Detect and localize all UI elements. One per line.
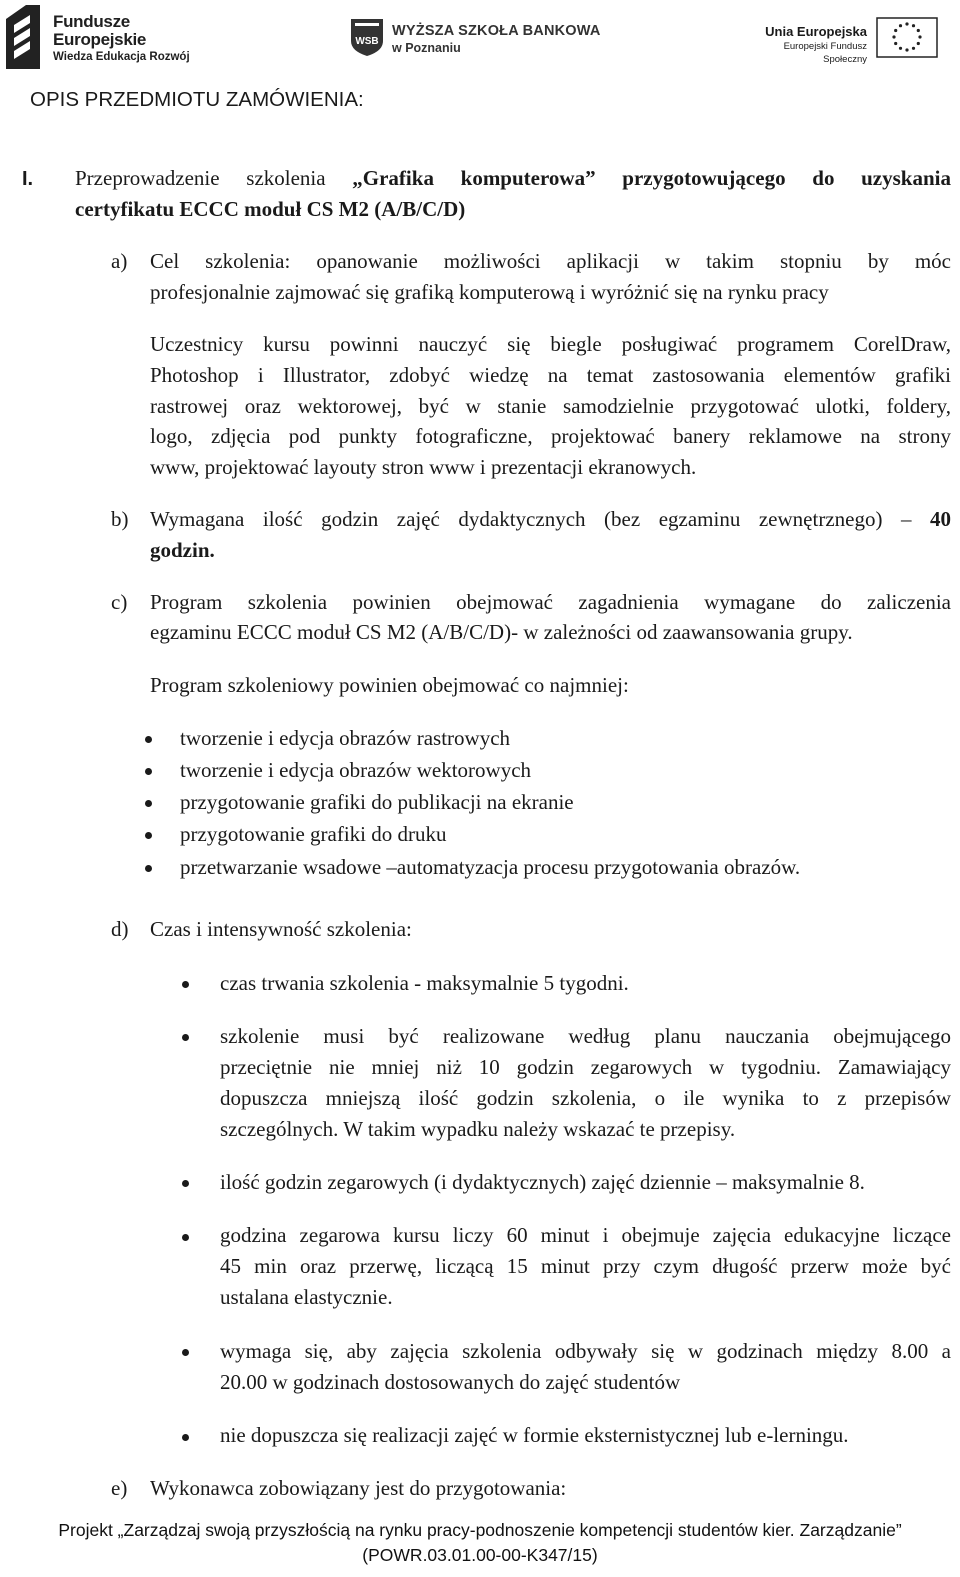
item-b-line2: godzin. <box>150 538 215 562</box>
item-a-para-line1: Uczestnicy kursu powinni nauczyć się biegle posługiwać programem CorelDraw, <box>150 332 951 356</box>
time-bullet-6: nie dopuszcza się realizacji zajęć w formie eksternistycznej lub e-lerningu. <box>220 1423 849 1447</box>
bullet-icon <box>182 1234 189 1241</box>
footer-project-code: (POWR.03.01.00-00-K347/15) <box>362 1545 598 1565</box>
time-bullet-2-line4: szczególnych. W takim wypadku należy wskazać te przepisy. <box>220 1117 736 1141</box>
bullet-icon <box>145 865 152 872</box>
fe-logo-line3: Wiedza Edukacja Rozwój <box>53 51 190 63</box>
item-a-line2: profesjonalnie zajmować się grafiką komputerową i wyróżnić się na rynku pracy <box>150 280 829 304</box>
program-bullet-2: tworzenie i edycja obrazów wektorowych <box>180 758 532 782</box>
item-b-marker: b) <box>111 507 129 531</box>
wsb-badge-text: WSB <box>355 36 379 47</box>
item-b-line1 <box>150 504 951 535</box>
time-bullet-1: czas trwania szkolenia - maksymalnie 5 tygodni. <box>220 971 629 995</box>
item-a-line1: Cel szkolenia: opanowanie możliwości aplikacji w takim stopniu by móc <box>150 249 951 273</box>
bullet-icon <box>145 832 152 839</box>
item-a-para-line4: logo, zdjęcia pod punkty fotograficzne, projektować banery reklamowe na strony <box>150 424 951 448</box>
item-a-para-line5: www, projektować layouty stron www i prezentacji ekranowych. <box>150 455 697 479</box>
program-bullet-4: przygotowanie grafiki do druku <box>180 822 447 846</box>
item-e-title: Wykonawca zobowiązany jest do przygotowania: <box>150 1476 567 1500</box>
time-bullet-4-line1: godzina zegarowa kursu liczy 60 minut i obejmuje zajęcia edukacyjne liczące <box>220 1223 951 1247</box>
item-d-title: Czas i intensywność szkolenia: <box>150 917 412 941</box>
bullet-icon <box>145 736 152 743</box>
program-bullet-5: przetwarzanie wsadowe –automatyzacja procesu przygotowania obrazów. <box>180 855 801 879</box>
time-bullet-5-line2: 20.00 w godzinach dostosowanych do zajęć studentów <box>220 1370 681 1394</box>
footer-project-line: Projekt „Zarządzaj swoją przyszłością na rynku pracy-podnoszenie kompetencji studentów kier. Zarządzanie” <box>58 1520 902 1540</box>
eu-flag-icon <box>876 17 938 58</box>
time-bullet-5-line1: wymaga się, aby zajęcia szkolenia odbywały się w godzinach między 8.00 a <box>220 1339 951 1363</box>
item-a-marker: a) <box>111 249 128 273</box>
section-title-prefix: Przeprowadzenie szkolenia <box>75 166 353 190</box>
document-title: OPIS PRZEDMIOTU ZAMÓWIENIA: <box>30 88 364 111</box>
item-b-text: Wymagana ilość godzin zajęć dydaktycznych (bez egzaminu zewnętrznego) – <box>150 507 912 531</box>
time-bullet-2-line2: przeciętnie nie mniej niż 10 godzin zegarowych w tygodniu. Zamawiający <box>220 1055 951 1079</box>
time-bullet-2-line1: szkolenie musi być realizowane według planu nauczania obejmującego <box>220 1024 951 1048</box>
eu-logo-line2: Europejski Fundusz Społeczny <box>783 41 867 65</box>
bullet-icon <box>182 1434 189 1441</box>
item-e-marker: e) <box>111 1476 128 1500</box>
item-b-hours: 40 <box>930 507 952 531</box>
item-a-para-line3: rastrowej oraz wektorowej, być w stanie samodzielnie przygotować ulotki, foldery, <box>150 394 951 418</box>
time-bullet-3: ilość godzin zegarowych (i dydaktycznych) zajęć dziennie – maksymalnie 8. <box>220 1170 865 1194</box>
wsb-logo-line2: w Poznaniu <box>392 41 461 55</box>
time-bullet-2-line3: dopuszcza mniejszą ilość godzin szkolenia, o ile wynika to z przepisów <box>220 1086 951 1110</box>
wsb-shield-icon <box>349 17 385 57</box>
item-a-para-line2: Photoshop i Illustrator, zdobyć wiedzę na temat zastosowania elementów grafiki <box>150 363 951 387</box>
bullet-icon <box>182 1180 189 1187</box>
section-number: I. <box>22 168 34 190</box>
bullet-icon <box>145 768 152 775</box>
item-d-marker: d) <box>111 917 129 941</box>
fe-logo-line1: Fundusze <box>53 12 130 31</box>
time-bullet-4-line3: ustalana elastycznie. <box>220 1285 393 1309</box>
item-c-line1: Program szkolenia powinien obejmować zagadnienia wymagane do zaliczenia <box>150 590 951 614</box>
fundusze-europejskie-logo-icon <box>6 5 40 69</box>
program-intro: Program szkoleniowy powinien obejmować co najmniej: <box>150 673 629 697</box>
section-title-line1 <box>75 163 951 194</box>
bullet-icon <box>182 981 189 988</box>
fundusze-europejskie-logo-text <box>53 13 190 65</box>
time-bullet-4-line2: 45 min oraz przerwę, liczącą 15 minut przy czym długość przerw może być <box>220 1254 951 1278</box>
item-c-marker: c) <box>111 590 128 614</box>
bullet-icon <box>182 1034 189 1041</box>
bullet-icon <box>145 800 152 807</box>
section-title-line2: certyfikatu ECCC moduł CS M2 (A/B/C/D) <box>75 197 466 221</box>
fe-logo-line2: Europejskie <box>53 30 147 49</box>
wsb-logo-line1: WYŻSZA SZKOŁA BANKOWA <box>392 23 601 39</box>
wsb-logo-text <box>392 22 601 56</box>
program-bullet-3: przygotowanie grafiki do publikacji na ekranie <box>180 790 574 814</box>
item-c-line2: egzaminu ECCC moduł CS M2 (A/B/C/D)- w zależności od zaawansowania grupy. <box>150 620 853 644</box>
eu-logo-line1: Unia Europejska <box>765 24 867 39</box>
program-bullet-1: tworzenie i edycja obrazów rastrowych <box>180 726 511 750</box>
eu-logo-text <box>745 23 867 66</box>
section-title-bold: „Grafika komputerowa” przygotowującego do uzyskania <box>352 166 951 190</box>
bullet-icon <box>182 1349 189 1356</box>
